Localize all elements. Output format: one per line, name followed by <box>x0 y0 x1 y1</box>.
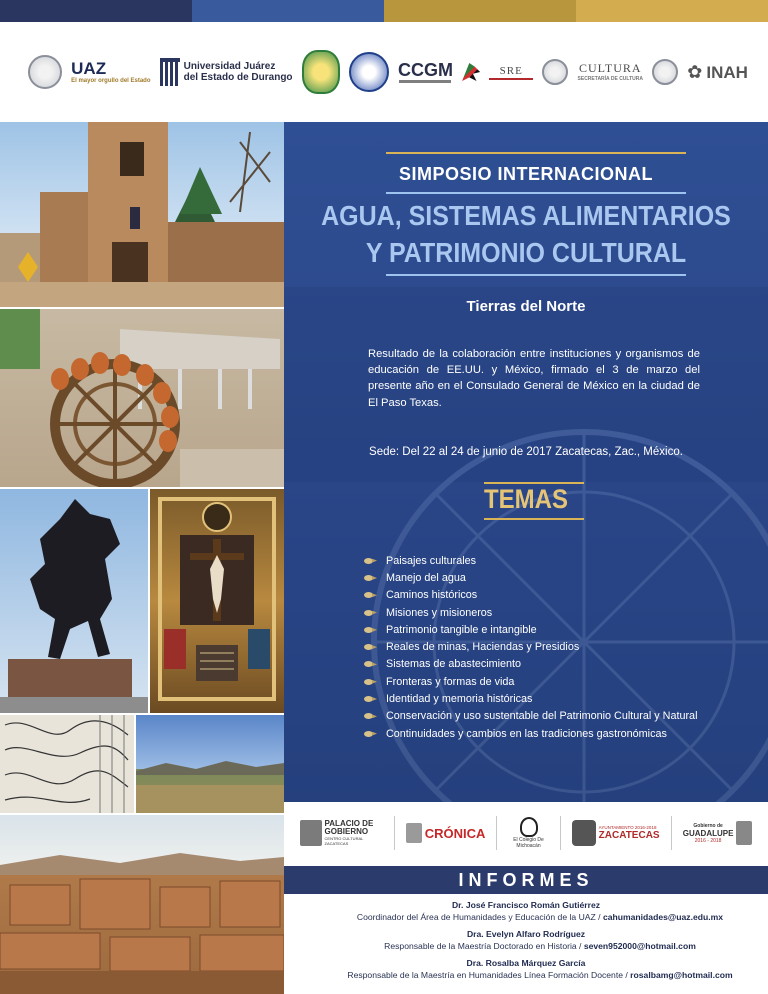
pointer-bullet-icon <box>364 695 378 703</box>
contact-email-link[interactable]: rosalbamg@hotmail.com <box>630 970 733 980</box>
historic-engraving-photo <box>0 715 134 813</box>
sre-underline <box>489 78 533 80</box>
ujed-building-icon <box>160 58 180 86</box>
uaz-wordmark: UAZ <box>71 58 107 78</box>
strip-segment-blue <box>192 0 384 22</box>
inah-flower-icon: ✿ <box>687 61 703 83</box>
contact-email-link[interactable]: cahumanidades@uaz.edu.mx <box>602 912 724 922</box>
engraving-illustration <box>0 715 134 813</box>
uaz-logo <box>71 60 150 85</box>
symposium-title-line1: AGUA, SISTEMAS ALIMENTARIOS <box>321 200 731 232</box>
uaz-tagline: El mayor orgullo del Estado <box>71 77 151 84</box>
mexico-shield-logo-2 <box>652 59 678 85</box>
blue-seal-logo <box>349 52 389 92</box>
palacio-subtitle: CENTRO CULTURAL ZACATECAS <box>324 836 364 847</box>
uaz-seal-logo <box>28 55 62 89</box>
contact-role <box>40 970 768 980</box>
temas-rule-bottom <box>484 518 584 520</box>
palacio-building-icon <box>300 820 322 846</box>
tema-item <box>364 569 697 586</box>
contact-role-text: Coordinador del Área de Humanidades y Educación de la UAZ / <box>356 912 603 922</box>
colegio-name: El Colegio De Michoacán <box>513 837 544 849</box>
photo-collage <box>0 122 284 994</box>
strip-segment-light-gold <box>576 0 768 22</box>
symposium-label: SIMPOSIO INTERNACIONAL <box>398 164 653 184</box>
sre-logo <box>489 65 533 80</box>
sre-wordmark: SRE <box>499 64 523 77</box>
uaz-seal-icon <box>28 55 62 89</box>
inah-logo <box>687 62 748 83</box>
blue-seal-icon <box>349 52 389 92</box>
tema-label: Fronteras y formas de vida <box>386 675 515 688</box>
colegio-michoacan-logo <box>509 817 549 849</box>
symposium-description: Resultado de la colaboración entre instituciones y organismos de educación de EE.UU. y México, firmado el 3 de marzo del presente año en el Consulado General de México en la ciudad de El Paso Texas. <box>368 348 700 409</box>
ccgm-logo <box>398 61 453 83</box>
title-rule-bottom <box>386 274 686 276</box>
tema-item <box>364 621 697 638</box>
sponsor-logo-bar <box>284 802 768 864</box>
mexico-shield-icon <box>652 59 678 85</box>
contact-name: Dra. Rosalba Márquez García <box>466 958 586 968</box>
pointer-bullet-icon <box>364 660 378 668</box>
ujed-name-line1: Universidad Juárez <box>183 61 276 72</box>
pointer-bullet-icon <box>364 591 378 599</box>
institution-logo-bar <box>0 22 768 122</box>
guadalupe-shield-icon <box>736 821 752 845</box>
tema-item <box>364 604 697 621</box>
desert-landscape-photo <box>136 715 284 813</box>
ccgm-underline <box>399 80 451 83</box>
contact-role-text: Responsable de la Maestría Doctorado en Historia / <box>384 941 584 951</box>
palacio-gobierno-logo <box>300 820 383 847</box>
pointer-bullet-icon <box>364 626 378 634</box>
mission-church-illustration <box>0 122 284 307</box>
pointer-bullet-icon <box>364 574 378 582</box>
symposium-panel <box>284 122 768 802</box>
landscape-illustration <box>136 715 284 813</box>
ayuntamiento-name: ZACATECAS <box>598 830 660 841</box>
tema-item <box>364 673 697 690</box>
pointer-bullet-icon <box>364 730 378 738</box>
top-gold-rule <box>386 152 686 154</box>
cronica-logo <box>406 823 486 843</box>
title-rule-top <box>386 192 686 194</box>
adobe-ruins-illustration <box>0 815 284 994</box>
tema-item <box>364 690 697 707</box>
contact-role <box>40 912 768 922</box>
contact-role <box>40 941 768 951</box>
tema-label: Misiones y misioneros <box>386 606 493 619</box>
temas-list <box>364 552 697 742</box>
sponsor-divider <box>394 816 395 850</box>
guadalupe-top-label: Gobierno de <box>693 822 723 829</box>
green-institution-logo <box>302 50 340 94</box>
symposium-venue-date: Sede: Del 22 al 24 de junio de 2017 Zacatecas, Zac., México. <box>369 446 683 458</box>
palacio-name: PALACIO DE GOBIERNO <box>324 818 374 836</box>
sponsor-divider <box>671 816 672 850</box>
guadalupe-years: 2016 - 2018 <box>694 837 722 844</box>
cultura-wordmark: CULTURA <box>578 61 642 76</box>
temas-heading: TEMAS <box>484 484 568 515</box>
ujed-name-line2: del Estado de Durango <box>183 72 293 83</box>
green-shield-icon <box>302 50 340 94</box>
guadalupe-name: GUADALUPE <box>682 828 734 838</box>
ayuntamiento-label: AYUNTAMIENTO 2016-2018 <box>598 825 657 830</box>
tema-label: Identidad y memoria históricas <box>386 693 533 706</box>
colegio-emblem-icon <box>520 817 538 837</box>
tema-label: Manejo del agua <box>386 571 466 584</box>
ccgm-wordmark: CCGM <box>397 60 453 80</box>
tema-item <box>364 552 697 569</box>
zacatecas-shield-icon <box>572 820 596 846</box>
pointer-bullet-icon <box>364 557 378 565</box>
altar-illustration <box>150 489 284 713</box>
pointer-bullet-icon <box>364 678 378 686</box>
water-wheel-photo <box>0 309 284 487</box>
top-color-strip <box>0 0 768 22</box>
contact-name: Dr. José Francisco Román Gutiérrez <box>451 900 601 910</box>
horse-statue-illustration <box>0 489 148 713</box>
contact-email-link[interactable]: seven952000@hotmail.com <box>583 941 696 951</box>
pointer-bullet-icon <box>364 712 378 720</box>
tema-label: Continuidades y cambios en las tradiciones gastronómicas <box>386 727 667 740</box>
mexico-shield-logo <box>542 59 568 85</box>
tema-label: Reales de minas, Haciendas y Presidios <box>386 641 580 654</box>
cultura-subtitle: SECRETARÍA DE CULTURA <box>577 76 643 83</box>
tema-label: Patrimonio tangible e intangible <box>386 623 537 636</box>
tema-item <box>364 708 697 725</box>
tema-label: Paisajes culturales <box>386 554 477 567</box>
cronica-wordmark: CRÓNICA <box>424 825 486 841</box>
runner-logo <box>462 63 480 81</box>
runner-icon <box>462 63 480 81</box>
ayuntamiento-zacatecas-logo <box>572 820 660 846</box>
cronica-shield-icon <box>406 823 422 843</box>
sponsor-divider <box>496 816 497 850</box>
adobe-ruins-photo <box>0 815 284 994</box>
symposium-subtitle: Tierras del Norte <box>466 298 586 315</box>
symposium-title-line2: Y PATRIMONIO CULTURAL <box>365 237 687 269</box>
sponsor-divider <box>560 816 561 850</box>
mexico-shield-icon <box>542 59 568 85</box>
tema-label: Conservación y uso sustentable del Patrimonio Cultural y Natural <box>386 710 698 723</box>
strip-segment-gold <box>384 0 576 22</box>
gobierno-guadalupe-logo <box>683 821 753 845</box>
contact-name: Dra. Evelyn Alfaro Rodríguez <box>466 929 586 939</box>
mission-church-photo <box>0 122 284 307</box>
tema-item <box>364 638 697 655</box>
inah-wordmark: INAH <box>706 62 748 82</box>
tema-item <box>364 587 697 604</box>
horse-statue-photo <box>0 489 148 713</box>
altar-crucifix-photo <box>150 489 284 713</box>
pointer-bullet-icon <box>364 643 378 651</box>
ujed-logo <box>160 58 293 86</box>
water-wheel-illustration <box>0 309 284 487</box>
tema-label: Caminos históricos <box>386 589 478 602</box>
informes-contacts <box>284 894 768 994</box>
informes-bar <box>284 866 768 894</box>
tema-label: Sistemas de abastecimiento <box>386 658 522 671</box>
contact-role-text: Responsable de la Maestría en Humanidades Línea Formación Docente / <box>347 970 631 980</box>
strip-segment-navy <box>0 0 192 22</box>
tema-item <box>364 656 697 673</box>
cultura-logo <box>578 61 643 83</box>
pointer-bullet-icon <box>364 609 378 617</box>
informes-heading: INFORMES <box>458 870 594 890</box>
tema-item <box>364 725 697 742</box>
